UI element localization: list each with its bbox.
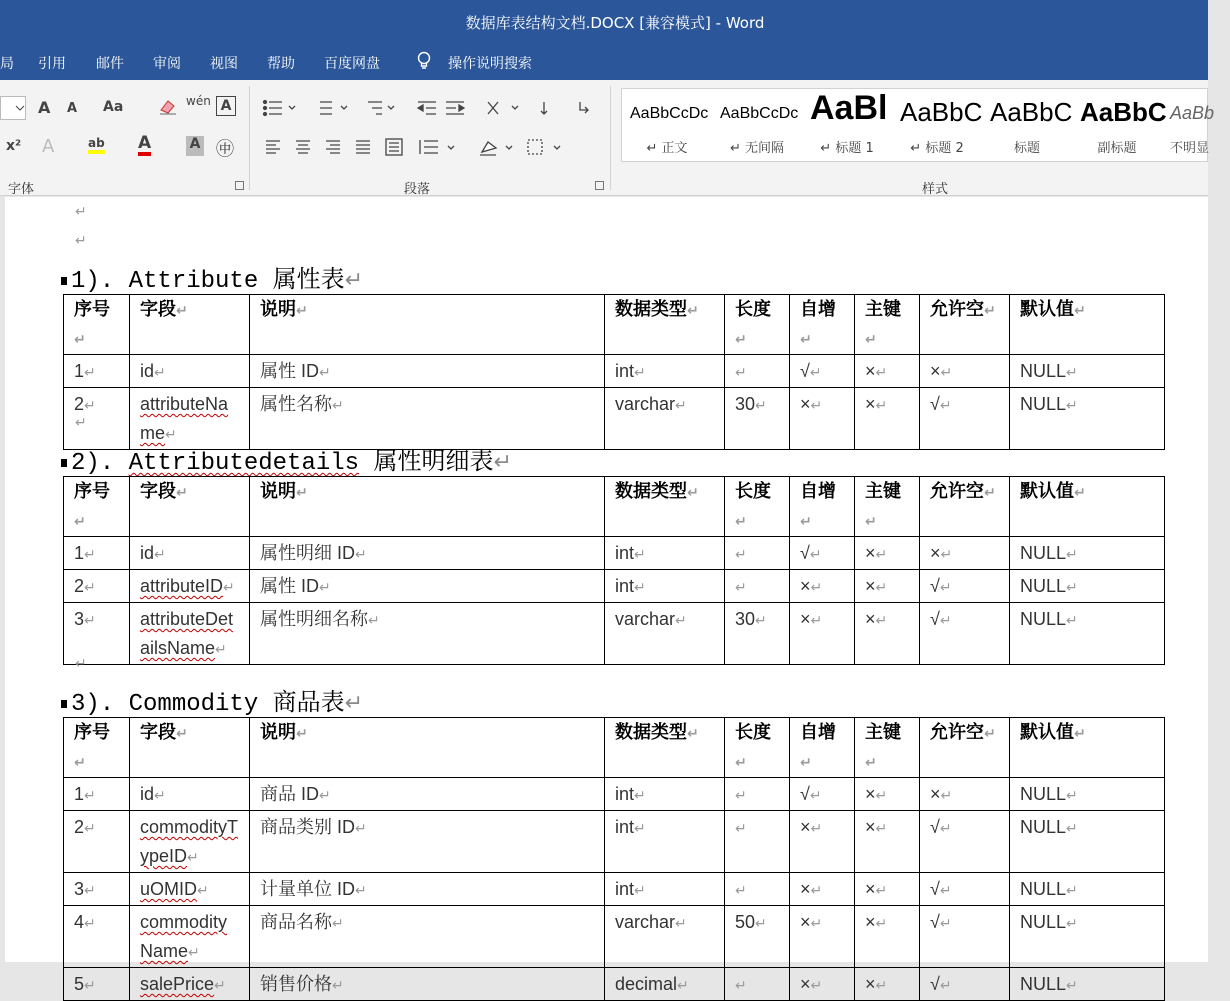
col-primary-key-cell[interactable]: ×↵ (855, 811, 920, 873)
col-default-cell[interactable]: NULL↵ (1010, 388, 1165, 450)
col-index-cell[interactable]: 3↵ (64, 873, 130, 906)
title-bar (0, 0, 1208, 42)
col-default-cell[interactable]: NULL↵ (1010, 778, 1165, 811)
table-row (64, 570, 1165, 603)
table-header-row (64, 718, 1165, 778)
col-nullable-cell[interactable]: √↵ (920, 873, 1010, 906)
style-name: ↵ 无间隔 (729, 141, 785, 156)
col-field-cell[interactable]: salePrice↵ (130, 968, 250, 1001)
paragraph-dialog-launcher[interactable] (595, 181, 604, 190)
col-index-cell[interactable]: 2↵ (64, 570, 130, 603)
col-nullable-cell[interactable]: √↵ (920, 570, 1010, 603)
col-auto-increment-cell[interactable]: ×↵ (790, 811, 855, 873)
col-length-header[interactable]: 长度↵ (725, 718, 790, 778)
col-data-type-cell[interactable]: int↵ (605, 355, 725, 388)
ribbon-tabs (0, 42, 1208, 80)
style-name: ↵ 正文 (646, 141, 688, 156)
group-separator (249, 86, 250, 190)
col-index-cell[interactable]: 3↵ (64, 603, 130, 665)
paragraph-group-label: 段落 (404, 182, 431, 197)
col-data-type-cell[interactable]: int↵ (605, 811, 725, 873)
col-field-cell[interactable]: id↵ (130, 537, 250, 570)
col-default-header[interactable]: 默认值↵ (1010, 295, 1165, 355)
col-auto-increment-cell[interactable]: ×↵ (790, 570, 855, 603)
tab-help[interactable]: 帮助 (267, 56, 295, 72)
col-index-header[interactable]: 序号↵ (64, 718, 130, 778)
col-primary-key-cell[interactable]: ×↵ (855, 778, 920, 811)
tab-layout[interactable]: 局 (0, 56, 14, 72)
style-no-spacing[interactable]: AaBbCcDc ↵ 无间隔 (712, 89, 802, 163)
col-index-cell[interactable]: 1↵ (64, 355, 130, 388)
col-default-cell[interactable]: NULL↵ (1010, 968, 1165, 1001)
shrink-font-icon[interactable]: A (67, 101, 78, 116)
col-nullable-cell[interactable]: ×↵ (920, 537, 1010, 570)
col-primary-key-cell[interactable]: ×↵ (855, 388, 920, 450)
col-field-cell[interactable]: attributeName↵ (130, 388, 250, 450)
style-subtitle[interactable]: AaBbC 副标题 (1072, 89, 1162, 163)
col-length-header[interactable]: 长度↵ (725, 477, 790, 537)
col-default-header[interactable]: 默认值↵ (1010, 718, 1165, 778)
col-nullable-cell[interactable]: √↵ (920, 388, 1010, 450)
col-length-cell[interactable]: 50↵ (725, 906, 790, 968)
col-index-cell[interactable]: 4↵ (64, 906, 130, 968)
col-index-cell[interactable]: 2↵ (64, 811, 130, 873)
col-auto-increment-cell[interactable]: ×↵ (790, 388, 855, 450)
col-description-cell[interactable]: 商品 ID↵ (250, 778, 605, 811)
style-subtle-emphasis[interactable]: AaBb 不明显 (1170, 103, 1215, 156)
col-description-header[interactable]: 说明↵ (250, 295, 605, 355)
col-nullable-cell[interactable]: √↵ (920, 906, 1010, 968)
col-length-cell[interactable]: ↵ (725, 355, 790, 388)
style-title[interactable]: AaBbC 标题 (982, 89, 1072, 163)
col-length-cell[interactable]: ↵ (725, 570, 790, 603)
table-header-row (64, 295, 1165, 355)
table-row (64, 537, 1165, 570)
col-field-cell[interactable]: attributeID↵ (130, 570, 250, 603)
col-index-header[interactable]: 序号↵ (64, 295, 130, 355)
group-separator (610, 86, 611, 190)
style-name: ↵ 标题 2 (910, 141, 964, 156)
col-nullable-cell[interactable]: ×↵ (920, 355, 1010, 388)
col-data-type-header[interactable]: 数据类型↵ (605, 477, 725, 537)
col-description-cell[interactable]: 属性明细 ID↵ (250, 537, 605, 570)
styles-group-label: 样式 (922, 182, 949, 197)
col-nullable-cell[interactable]: √↵ (920, 968, 1010, 1001)
document-page[interactable] (5, 197, 1208, 994)
table-header-row (64, 477, 1165, 537)
col-description-cell[interactable]: 商品名称↵ (250, 906, 605, 968)
col-length-header[interactable]: 长度↵ (725, 295, 790, 355)
col-nullable-cell[interactable]: √↵ (920, 603, 1010, 665)
col-primary-key-cell[interactable]: ×↵ (855, 570, 920, 603)
font-group-label: 字体 (8, 182, 35, 197)
col-length-cell[interactable]: ↵ (725, 873, 790, 906)
text-effects-icon[interactable]: A (42, 136, 55, 157)
col-index-cell[interactable]: 1↵ (64, 537, 130, 570)
col-description-cell[interactable]: 属性明细名称↵ (250, 603, 605, 665)
col-field-header[interactable]: 字段↵ (130, 295, 250, 355)
col-description-header[interactable]: 说明↵ (250, 718, 605, 778)
table-row (64, 811, 1165, 873)
col-length-cell[interactable]: ↵ (725, 968, 790, 1001)
col-auto-increment-cell[interactable]: ×↵ (790, 906, 855, 968)
character-shading-icon[interactable]: A (186, 136, 204, 156)
paragraph-list-tools[interactable] (262, 98, 602, 118)
col-nullable-header[interactable]: 允许空↵ (920, 477, 1010, 537)
col-default-header[interactable]: 默认值↵ (1010, 477, 1165, 537)
col-description-header[interactable]: 说明↵ (250, 477, 605, 537)
col-data-type-header[interactable]: 数据类型↵ (605, 718, 725, 778)
col-auto-increment-header[interactable]: 自增↵ (790, 477, 855, 537)
col-data-type-header[interactable]: 数据类型↵ (605, 295, 725, 355)
tab-references[interactable]: 引用 (38, 56, 66, 72)
col-auto-increment-cell[interactable]: √↵ (790, 355, 855, 388)
col-field-cell[interactable]: uOMID↵ (130, 873, 250, 906)
table-row (64, 778, 1165, 811)
font-color-icon[interactable]: A (138, 134, 151, 156)
col-primary-key-cell[interactable]: ×↵ (855, 355, 920, 388)
change-case-icon[interactable]: Aa (103, 99, 124, 115)
table-attribute[interactable] (63, 294, 1165, 450)
col-index-cell[interactable]: 5↵ (64, 968, 130, 1001)
col-length-cell[interactable]: ↵ (725, 778, 790, 811)
section-heading: 2). Attributedetails 属性明细表↵ (61, 441, 512, 477)
styles-gallery (621, 88, 1215, 162)
enclose-characters-icon[interactable]: ㊥ (216, 139, 234, 160)
col-primary-key-cell[interactable]: ×↵ (855, 873, 920, 906)
col-primary-key-cell[interactable]: ×↵ (855, 906, 920, 968)
table-row (64, 873, 1165, 906)
col-default-cell[interactable]: NULL↵ (1010, 811, 1165, 873)
tab-view[interactable]: 视图 (210, 56, 238, 72)
window-title: 数据库表结构文档.DOCX [兼容模式] - Word (465, 14, 765, 32)
table-row (64, 906, 1165, 968)
style-heading-2[interactable]: AaBbC ↵ 标题 2 (892, 89, 982, 163)
col-field-header[interactable]: 字段↵ (130, 477, 250, 537)
paragraph-align-tools[interactable] (266, 138, 576, 156)
col-description-cell[interactable]: 商品类别 ID↵ (250, 811, 605, 873)
section-heading: 3). Commodity 商品表↵ (61, 682, 363, 718)
font-size-box[interactable] (0, 96, 26, 120)
col-index-header[interactable]: 序号↵ (64, 477, 130, 537)
tab-baidu-netdisk[interactable]: 百度网盘 (324, 56, 380, 72)
col-nullable-cell[interactable]: ×↵ (920, 778, 1010, 811)
style-name: 副标题 (1097, 141, 1137, 156)
col-default-cell[interactable]: NULL↵ (1010, 873, 1165, 906)
document-area[interactable] (0, 197, 1208, 994)
col-length-cell[interactable]: 30↵ (725, 603, 790, 665)
section-heading: 1). Attribute 属性表↵ (61, 259, 363, 295)
ribbon-home (0, 80, 1215, 197)
col-auto-increment-header[interactable]: 自增↵ (790, 295, 855, 355)
col-description-cell[interactable]: 属性 ID↵ (250, 355, 605, 388)
col-primary-key-cell[interactable]: ×↵ (855, 537, 920, 570)
col-length-cell[interactable]: 30↵ (725, 388, 790, 450)
col-default-cell[interactable]: NULL↵ (1010, 537, 1165, 570)
table-row (64, 355, 1165, 388)
tab-review[interactable]: 审阅 (153, 56, 181, 72)
col-field-header[interactable]: 字段↵ (130, 718, 250, 778)
grow-font-icon[interactable]: A (38, 98, 51, 117)
highlight-icon[interactable]: ab (88, 136, 105, 154)
col-field-cell[interactable]: commodityName↵ (130, 906, 250, 968)
col-primary-key-cell[interactable]: ×↵ (855, 603, 920, 665)
col-data-type-cell[interactable]: int↵ (605, 873, 725, 906)
clear-formatting-icon[interactable] (158, 98, 178, 116)
col-data-type-cell[interactable]: varchar↵ (605, 906, 725, 968)
chevron-down-icon (16, 106, 24, 111)
table-row (64, 968, 1165, 1001)
col-data-type-cell[interactable]: decimal↵ (605, 968, 725, 1001)
col-field-cell[interactable]: id↵ (130, 778, 250, 811)
paragraph-mark: ↵ (75, 233, 87, 249)
col-description-cell[interactable]: 销售价格↵ (250, 968, 605, 1001)
col-data-type-cell[interactable]: int↵ (605, 537, 725, 570)
tell-me-search[interactable]: 操作说明搜索 (448, 56, 532, 72)
col-auto-increment-cell[interactable]: ×↵ (790, 873, 855, 906)
col-field-cell[interactable]: attributeDetailsName↵ (130, 603, 250, 665)
col-field-cell[interactable]: commodityTypeID↵ (130, 811, 250, 873)
col-description-cell[interactable]: 属性名称↵ (250, 388, 605, 450)
paragraph-mark: ↵ (75, 656, 87, 672)
paragraph-mark: ↵ (75, 204, 87, 220)
col-auto-increment-cell[interactable]: √↵ (790, 537, 855, 570)
font-dialog-launcher[interactable] (235, 181, 244, 190)
col-length-cell[interactable]: ↵ (725, 537, 790, 570)
col-default-cell[interactable]: NULL↵ (1010, 570, 1165, 603)
col-data-type-cell[interactable]: int↵ (605, 570, 725, 603)
style-name: ↵ 标题 1 (820, 141, 874, 156)
col-primary-key-header[interactable]: 主键↵ (855, 718, 920, 778)
col-data-type-cell[interactable]: varchar↵ (605, 603, 725, 665)
style-normal[interactable]: AaBbCcDc ↵ 正文 (622, 89, 712, 163)
col-primary-key-header[interactable]: 主键↵ (855, 295, 920, 355)
table-attributedetails[interactable] (63, 476, 1165, 665)
character-border-icon[interactable]: A (216, 96, 236, 116)
style-name: 标题 (1013, 141, 1040, 156)
phonetic-guide-icon[interactable]: wén (186, 94, 211, 108)
col-default-cell[interactable]: NULL↵ (1010, 906, 1165, 968)
col-auto-increment-cell[interactable]: ×↵ (790, 968, 855, 1001)
col-nullable-cell[interactable]: √↵ (920, 811, 1010, 873)
col-description-cell[interactable]: 属性 ID↵ (250, 570, 605, 603)
col-auto-increment-cell[interactable]: ×↵ (790, 603, 855, 665)
col-primary-key-cell[interactable]: ×↵ (855, 968, 920, 1001)
lightbulb-icon[interactable] (416, 51, 432, 71)
col-length-cell[interactable]: ↵ (725, 811, 790, 873)
col-field-cell[interactable]: id↵ (130, 355, 250, 388)
col-description-cell[interactable]: 计量单位 ID↵ (250, 873, 605, 906)
paragraph-mark: ↵ (75, 415, 87, 431)
col-primary-key-header[interactable]: 主键↵ (855, 477, 920, 537)
style-heading-1[interactable]: AaBl ↵ 标题 1 (802, 89, 892, 163)
col-auto-increment-cell[interactable]: √↵ (790, 778, 855, 811)
col-default-cell[interactable]: NULL↵ (1010, 355, 1165, 388)
table-commodity[interactable] (63, 717, 1165, 1001)
col-nullable-header[interactable]: 允许空↵ (920, 295, 1010, 355)
table-row (64, 603, 1165, 665)
col-index-cell[interactable]: 1↵ (64, 778, 130, 811)
col-nullable-header[interactable]: 允许空↵ (920, 718, 1010, 778)
col-default-cell[interactable]: NULL↵ (1010, 603, 1165, 665)
col-index-cell[interactable]: 2↵ (64, 388, 130, 450)
superscript-icon[interactable]: x² (6, 138, 22, 154)
tab-mailings[interactable]: 邮件 (96, 56, 124, 72)
col-data-type-cell[interactable]: int↵ (605, 778, 725, 811)
col-auto-increment-header[interactable]: 自增↵ (790, 718, 855, 778)
col-data-type-cell[interactable]: varchar↵ (605, 388, 725, 450)
